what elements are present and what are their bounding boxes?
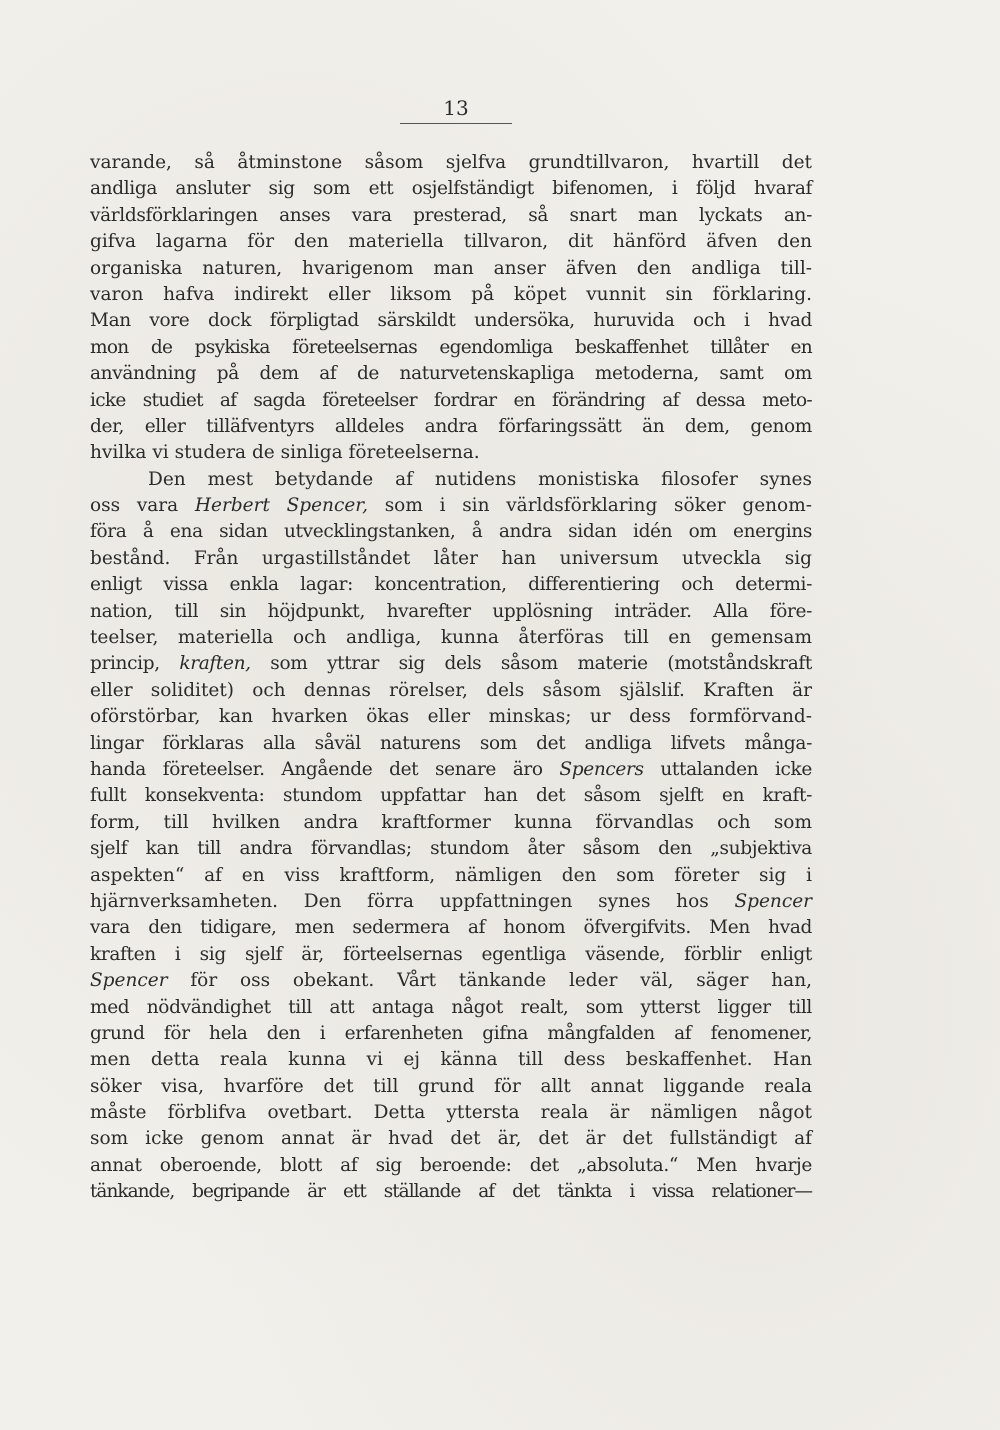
text-run: oss vara [90, 495, 195, 517]
text-line: teelser, materiella och andliga, kunna återföras till en gemensam [90, 627, 812, 649]
text-line [90, 757, 812, 783]
text-line: mon de psykiska företeelsernas egendomliga beskaffenhet tillåter en [90, 336, 812, 358]
text-line: annat oberoende, blott af sig beroende: det „absoluta.“ Men hvarje [90, 1154, 812, 1176]
text-line: gifva lagarna för den materiella tillvaron, dit hänförd äfven den [90, 231, 812, 253]
italic-word: kraften, [179, 653, 251, 675]
italic-name: Herbert Spencer, [194, 495, 368, 517]
text-line: form, till hvilken andra kraftformer kunna förvandlas och som [90, 811, 812, 833]
text-line: föra å ena sidan utvecklingstanken, å andra sidan idén om energins [90, 521, 812, 543]
text-line: nation, till sin höjdpunkt, hvarefter upplösning inträder. Alla före- [90, 600, 812, 622]
text-line: tänkande, begripande är ett ställande af det tänkta i vissa relationer— [90, 1181, 812, 1203]
text-run: som i sin världsförklaring söker genom- [367, 495, 812, 517]
text-line: der, eller tilläfventyrs alldeles andra förfaringssätt än dem, genom [90, 415, 812, 437]
text-line: aspekten“ af en viss kraftform, nämligen den som företer sig i [90, 864, 812, 886]
italic-name: Spencer [90, 970, 168, 992]
text-line [90, 889, 812, 915]
text-line: användning på dem af de naturvetenskapliga metoderna, samt om [90, 363, 812, 385]
text-line: sjelf kan till andra förvandlas; stundom åter såsom den „subjektiva [90, 838, 812, 860]
text-line: eller soliditet) och dennas rörelser, dels såsom själslif. Kraften är [90, 679, 812, 701]
text-line: hvilka vi studera de sinliga företeelserna. [90, 442, 480, 464]
text-line: Den mest betydande af nutidens monistiska filosofer synes [148, 468, 812, 490]
text-line [90, 968, 812, 994]
text-line: andliga ansluter sig som ett osjelfständigt bifenomen, i följd hvaraf [90, 178, 812, 200]
text-run: för oss obekant. Vårt tänkande leder väl, säger han, [167, 970, 812, 992]
text-line: varande, så åtminstone såsom sjelfva grundtillvaron, hvartill det [90, 152, 812, 173]
text-line: fullt konsekventa: stundom uppfattar han det såsom sjelft en kraft- [90, 785, 812, 807]
page-number: 13 [443, 96, 469, 120]
text-line: måste förblifva ovetbart. Detta yttersta reala är nämligen något [90, 1102, 812, 1124]
text-run: hjärnverksamheten. Den förra uppfattningen synes hos [90, 890, 735, 912]
body-text [90, 150, 812, 1206]
text-run: som yttrar sig dels såsom materie (motståndskraft [250, 653, 812, 675]
text-line: världsförklaringen anses vara presterad, så snart man lyckats an- [90, 204, 812, 226]
italic-name: Spencers [559, 758, 644, 780]
text-line: oförstörbar, kan hvarken ökas eller minskas; ur dess formförvand- [90, 706, 812, 728]
text-line: organiska naturen, hvarigenom man anser äfven den andliga till- [90, 257, 812, 279]
text-line: lingar förklaras alla såväl naturens som det andliga lifvets många- [90, 732, 812, 754]
italic-name: Spencer [734, 890, 812, 912]
text-line: vara den tidigare, men sedermera af honom öfvergifvits. Men hvad [90, 917, 812, 939]
text-run: princip, [90, 653, 180, 675]
text-line: grund för hela den i erfarenheten gifna mångfalden af fenomener, [90, 1022, 812, 1044]
text-run: uttalanden icke [643, 758, 812, 780]
text-line: söker visa, hvarföre det till grund för allt annat liggande reala [90, 1075, 812, 1097]
text-line [90, 651, 812, 677]
text-line: med nödvändighet till att antaga något realt, som ytterst ligger till [90, 996, 812, 1018]
text-line: som icke genom annat är hvad det är, det är det fullständigt af [90, 1128, 812, 1150]
text-line: icke studiet af sagda företeelser fordrar en förändring af dessa meto- [90, 389, 812, 411]
text-line: enligt vissa enkla lagar: koncentration, differentiering och determi- [90, 574, 812, 596]
text-run: handa företeelser. Angående det senare äro [90, 758, 560, 780]
text-line: men detta reala kunna vi ej känna till dess beskaffenhet. Han [90, 1049, 812, 1071]
text-line: varon hafva indirekt eller liksom på köpet vunnit sin förklaring. [90, 283, 812, 305]
page-number-rule [400, 123, 512, 124]
text-line [90, 493, 812, 519]
text-line: Man vore dock förpligtad särskildt undersöka, huruvida och i hvad [90, 310, 812, 332]
text-line: kraften i sig sjelf är, förteelsernas egentliga väsende, förblir enligt [90, 943, 812, 965]
text-line: bestånd. Från urgastillståndet låter han universum utveckla sig [90, 547, 812, 569]
